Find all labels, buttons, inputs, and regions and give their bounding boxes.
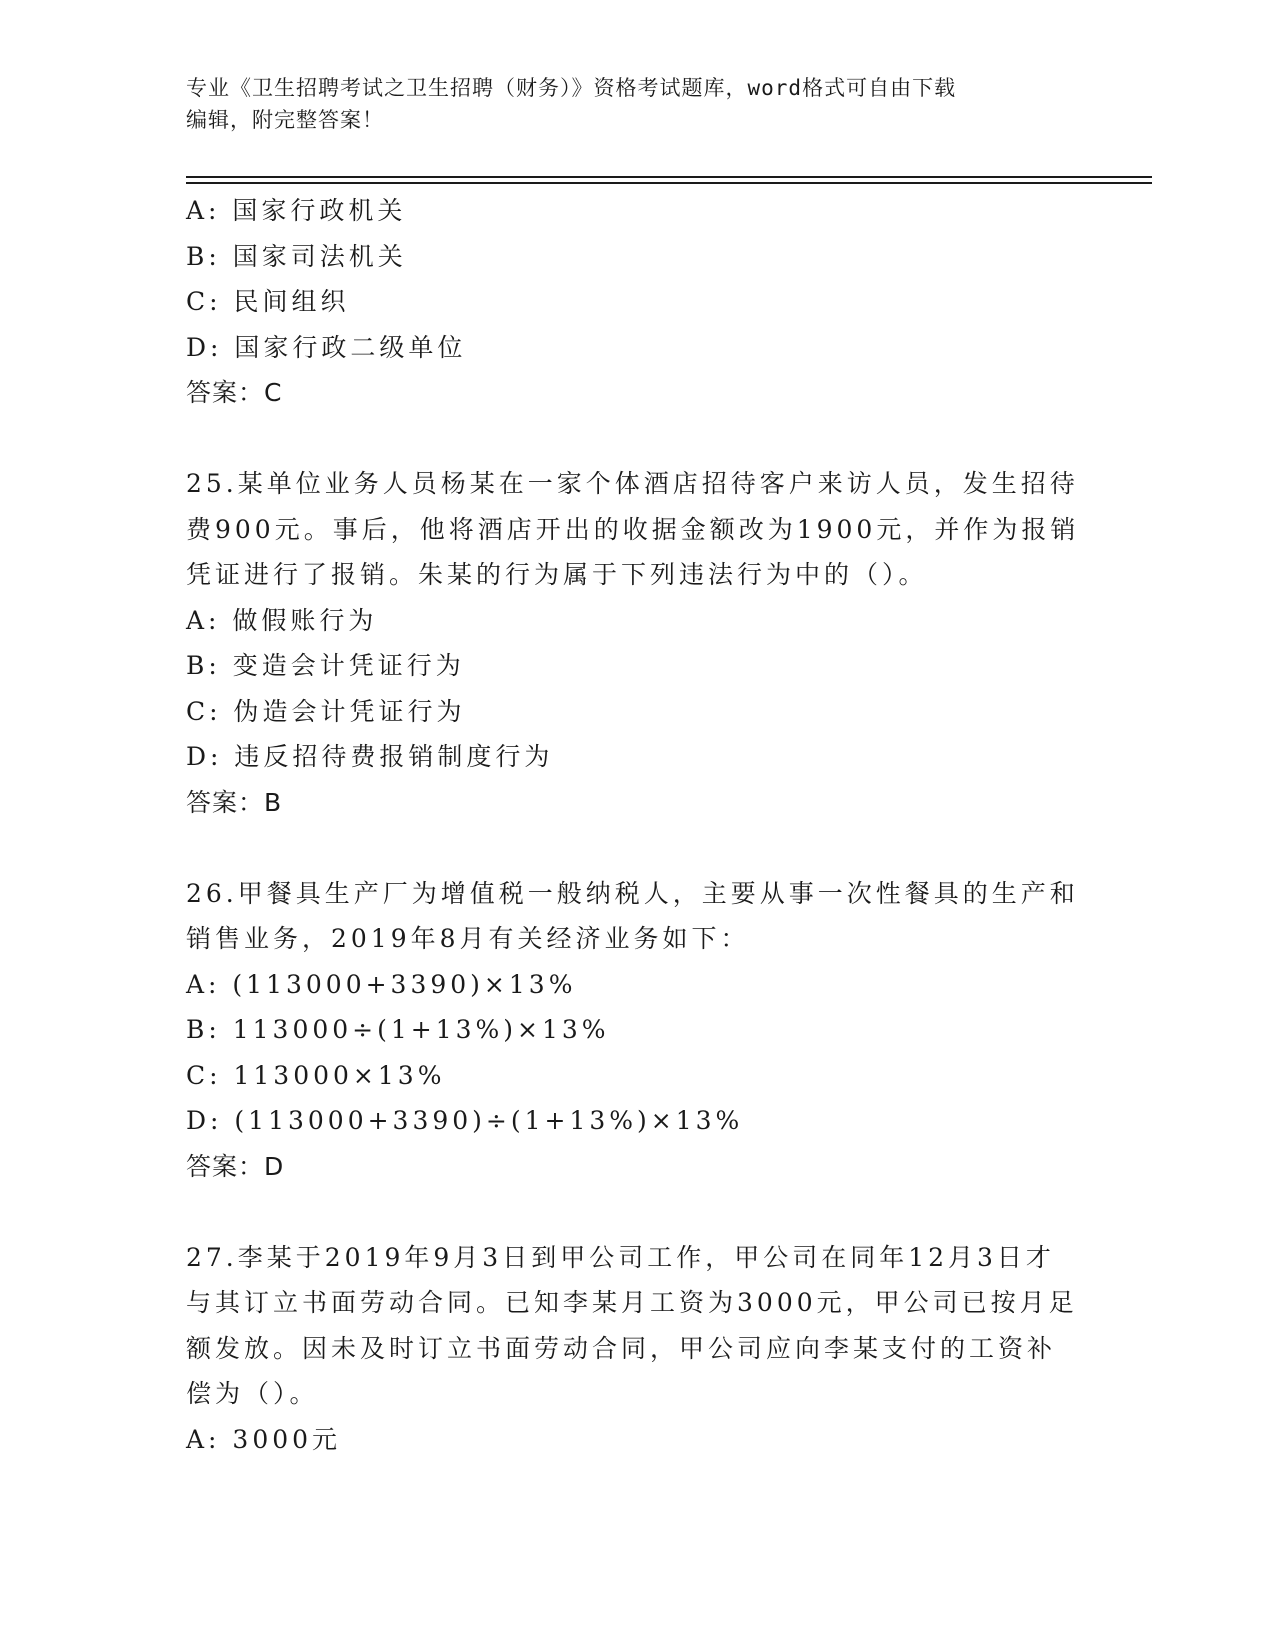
answer: 答案：D (186, 1151, 285, 1181)
question-stem-line: 销售业务，2019年8月有关经济业务如下： (186, 924, 750, 953)
option-d: D: 国家行政二级单位 (186, 332, 467, 362)
option-a: A: 3000元 (186, 1424, 342, 1454)
question-stem-line: 26.甲餐具生产厂为增值税一般纳税人，主要从事一次性餐具的生产和 (186, 878, 1079, 908)
option-c: C: 伪造会计凭证行为 (186, 696, 466, 726)
answer: 答案：B (186, 787, 283, 817)
question-27 (186, 1235, 1086, 1463)
option-a: A: 国家行政机关 (186, 196, 407, 225)
header-line-1: 专业《卫生招聘考试之卫生招聘（财务）》资格考试题库，word格式可自由下载 (186, 76, 957, 100)
option-b: B: 国家司法机关 (186, 241, 407, 271)
question-26 (186, 871, 1086, 1190)
spacer (186, 416, 1086, 462)
question-stem-line: 额发放。因未及时订立书面劳动合同，甲公司应向李某支付的工资补 (186, 1333, 1057, 1363)
option-b: B: 113000÷(1+13%)×13% (186, 1015, 610, 1044)
option-d: D: 违反招待费报销制度行为 (186, 742, 554, 771)
question-24 (186, 188, 1086, 416)
option-c: C: 113000×13% (186, 1060, 446, 1090)
question-list (186, 188, 1086, 1462)
header-divider-bottom (186, 182, 1152, 184)
question-stem-line: 偿为（）。 (186, 1379, 319, 1408)
question-25 (186, 461, 1086, 825)
option-a: A: 做假账行为 (186, 605, 378, 635)
question-stem-line: 费900元。事后，他将酒店开出的收据金额改为1900元，并作为报销 (186, 514, 1080, 544)
option-c: C: 民间组织 (186, 287, 350, 316)
answer: 答案：C (186, 378, 283, 407)
option-b: B: 变造会计凭证行为 (186, 651, 465, 680)
document-header (186, 72, 1086, 136)
question-stem-line: 与其订立书面劳动合同。已知李某月工资为3000元，甲公司已按月足 (186, 1288, 1078, 1317)
header-divider-top (186, 176, 1152, 178)
spacer (186, 825, 1086, 871)
spacer (186, 1189, 1086, 1235)
question-stem-line: 凭证进行了报销。朱某的行为属于下列违法行为中的（）。 (186, 560, 928, 589)
option-a: A: (113000+3390)×13% (186, 969, 577, 999)
option-d: D: (113000+3390)÷(1+13%)×13% (186, 1106, 744, 1135)
question-stem-line: 25.某单位业务人员杨某在一家个体酒店招待客户来访人员，发生招待 (186, 469, 1079, 498)
header-line-2: 编辑，附完整答案！ (186, 108, 384, 132)
question-stem-line: 27.李某于2019年9月3日到甲公司工作，甲公司在同年12月3日才 (186, 1242, 1055, 1272)
